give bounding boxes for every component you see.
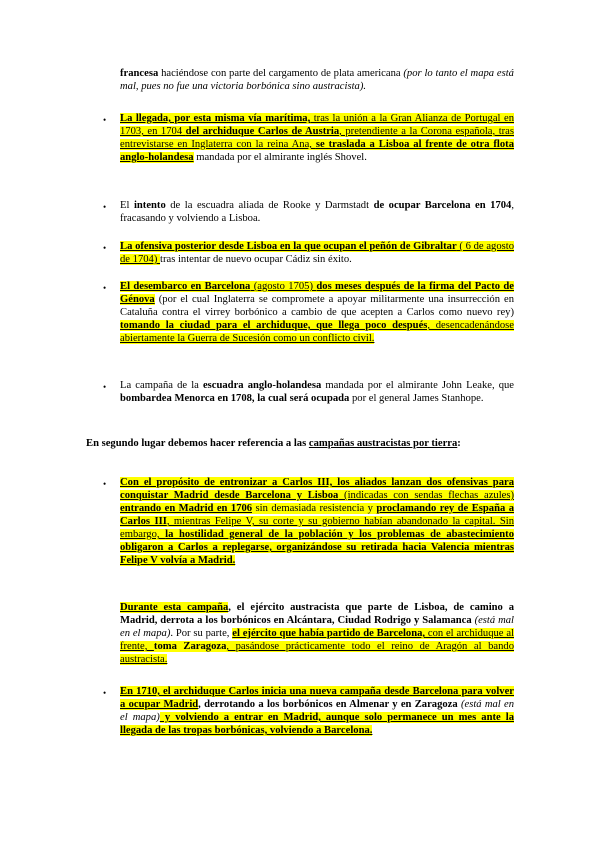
paragraph-madrid-1706: Con el propósito de entronizar a Carlos III, los aliados lanzan dos ofensivas para conquistar Madrid desde Barcelona y Lisboa (indicadas con sendas flechas azules) entrando en Madrid en 1706 sin demasiada resistencia y proclamando rey de España a Carlos III, mientras Felipe V, su corte y su gobierno habían abandonado la capital. Sin embargo, la hostilidad general de la población y los problemas de abastecimiento obligaron a Carlos a replegarse, organizándose su retirada hacia Valencia mientras Felipe V volvía a Madrid. xyxy=(120,477,514,566)
bullet-icon: • xyxy=(103,688,107,698)
paragraph-barcelona-landing: El desembarco en Barcelona (agosto 1705) dos meses después de la firma del Pacto de Génova (por el cual Inglaterra se compromete a apoyar militarmente una insurrección en Cataluña contra el virrey borbónico a cambio de que acepten a Carlos como nuevo rey) tomando la ciudad para el archiduque, que llega poco después, desencadenándose abiertamente la Guerra de Sucesión como un conflicto civil. xyxy=(120,281,514,344)
bullet-icon: • xyxy=(103,382,107,392)
bullet-icon: • xyxy=(103,283,107,293)
paragraph-campaign-1710: En 1710, el archiduque Carlos inicia una nueva campaña desde Barcelona para volver a ocupar Madrid, derrotando a los borbónicos en Almenar y en Zaragoza (está mal en el mapa) y volviendo a entrar en Madrid, aunque solo permanece un mes ante la llegada de las tropas borbónicas, volviendo a Barcelona. xyxy=(120,686,515,736)
paragraph-barcelona-1704: El intento de la escuadra aliada de Rooke y Darmstadt de ocupar Barcelona en 1704, fracasando y volviendo a Lisboa. xyxy=(120,200,515,224)
paragraph-gibraltar: La ofensiva posterior desde Lisboa en la que ocupan el peñón de Gibraltar ( 6 de agosto de 1704) tras intentar de nuevo ocupar Cádiz sin éxito. xyxy=(120,241,514,265)
paragraph-campaign-details: Durante esta campaña, el ejército austracista que parte de Lisboa, de camino a Madrid, derrota a los borbónicos en Alcántara, Ciudad Rodrigo y Salamanca (está mal en el mapa). Por su parte, el ejército que había partido de Barcelona, con el archiduque al frente, toma Zaragoza, pasándose prácticamente todo el reino de Aragón al bando austracista. xyxy=(120,602,515,665)
section-intro: En segundo lugar debemos hacer referencia a las campañas austracistas por tierra: xyxy=(86,438,461,449)
bullet-icon: • xyxy=(103,115,107,125)
paragraph-continuation: francesa haciéndose con parte del cargamento de plata americana (por lo tanto el mapa está mal, pues no fue una victoria borbónica sino austracista). xyxy=(120,68,514,92)
bullet-icon: • xyxy=(103,479,107,489)
bullet-icon: • xyxy=(103,202,107,212)
bullet-icon: • xyxy=(103,243,107,253)
paragraph-archduke-arrival: La llegada, por esta misma vía marítima, tras la unión a la Gran Alianza de Portugal en 1703, en 1704 del archiduque Carlos de Austria, pretendiente a la Corona española, tras entrevistarse en Inglaterra con la reina Ana, se traslada a Lisboa al frente de otra flota anglo-holandesa mandada por el almirante inglés Shovel. xyxy=(120,113,514,163)
paragraph-menorca: La campaña de la escuadra anglo-holandesa mandada por el almirante John Leake, que bombardea Menorca en 1708, la cual será ocupada por el general James Stanhope. xyxy=(120,380,515,404)
